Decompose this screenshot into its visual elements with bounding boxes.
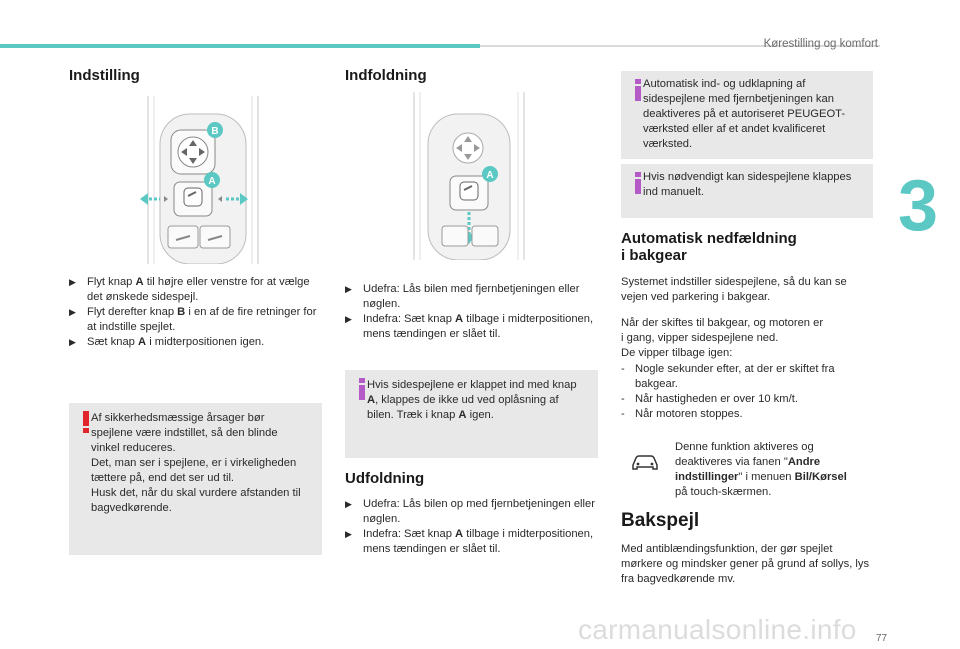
adjust-instructions-list <box>69 275 321 350</box>
list-item: ▶ Sæt knap A i midterpositionen igen. <box>69 336 265 348</box>
heading-udfoldning: Udfoldning <box>345 470 425 487</box>
label-b: B <box>211 126 219 137</box>
chapter-number: 3 <box>898 166 939 246</box>
safety-warning-box <box>69 403 322 555</box>
list-item: ▶ Flyt knap A til højre eller venstre for at vælge det ønskede sidespejl. <box>69 276 310 303</box>
car-icon <box>630 452 660 472</box>
fold-info-box <box>345 370 598 458</box>
fold-instructions-list <box>345 282 599 342</box>
heading-indfoldning: Indfoldning <box>345 67 427 84</box>
manual-fold-info-box <box>621 164 873 218</box>
heading-indstilling: Indstilling <box>69 67 140 84</box>
page-number: 77 <box>876 633 888 644</box>
section-title: Kørestilling og komfort <box>763 38 878 50</box>
list-item: ▶ Flyt derefter knap B i en af de fire retninger for at indstille spejlet. <box>69 306 317 333</box>
list-item: ▶ Udefra: Lås bilen op med fjernbetjeningen eller nøglen. <box>345 498 595 525</box>
list-item: - Nogle sekunder efter, at der er skiftet fra bakgear. <box>621 363 835 390</box>
tilt-back-conditions-list <box>621 362 873 422</box>
auto-fold-info-text: Automatisk ind- og udklapning af sidespejlene med fjernbetjeningen kan deaktiveres på et autoriseret PEUGEOT- værksted eller af et andet kvalificeret værksted. <box>643 78 846 150</box>
heading-bakspejl: Bakspejl <box>621 510 700 531</box>
list-item: ▶ Indefra: Sæt knap A tilbage i midterpositionen, mens tændingen er slået til. <box>345 528 594 555</box>
list-item: ▶ Udefra: Lås bilen med fjernbetjeningen eller nøglen. <box>345 283 580 310</box>
warning-text: Af sikkerhedsmæssige årsager bør spejlene være indstillet, så den blinde vinkel reduceres. Det, man ser i spejlene, er i virkeligheden tættere på, end det ser ud til. Husk det, når du skal vurdere afstanden til bagvedkørende. <box>91 412 301 514</box>
reverse-gear-behaviour: Når der skiftes til bakgear, og motoren er i gang, vipper sidespejlene ned. De vipper tilbage igen: <box>621 317 824 359</box>
unfold-instructions-list <box>345 497 599 557</box>
mirror-fold-illustration <box>406 92 532 260</box>
watermark: carmanualsonline.info <box>578 614 857 645</box>
list-item: ▶ Indefra: Sæt knap A tilbage i midterpositionen, mens tændingen er slået til. <box>345 313 594 340</box>
mirror-control-adjust-illustration <box>138 96 268 264</box>
reverse-gear-description: Systemet indstiller sidespejlene, så du kan se vejen ved parkering i bakgear. <box>621 276 847 303</box>
auto-fold-info-box <box>621 71 873 159</box>
list-item: - Når motoren stoppes. <box>621 408 743 420</box>
manual-fold-info-text: Hvis nødvendigt kan sidespejlene klappes ind manuelt. <box>643 171 852 198</box>
header-accent-bar <box>0 44 480 48</box>
touchscreen-setting-note: Denne funktion aktiveres og deaktiveres via fanen "Andre indstillinger" i menuen Bil/Kørsel på touch-skærmen. <box>675 441 847 498</box>
rear-mirror-description: Med antiblændingsfunktion, der gør spejlet mørkere og mindsker gener på grund af sollys, lys fra bagvedkørende mv. <box>621 543 870 585</box>
label-a: A <box>208 176 216 187</box>
list-item: - Når hastigheden er over 10 km/t. <box>621 393 798 405</box>
fold-info-text: Hvis sidespejlene er klappet ind med knap A, klappes de ikke ud ved oplåsning af bilen. Træk i knap A igen. <box>367 379 577 421</box>
heading-automatisk-nedfaeldning: Automatisk nedfældning i bakgear <box>621 230 797 264</box>
label-a-fold: A <box>486 170 494 181</box>
